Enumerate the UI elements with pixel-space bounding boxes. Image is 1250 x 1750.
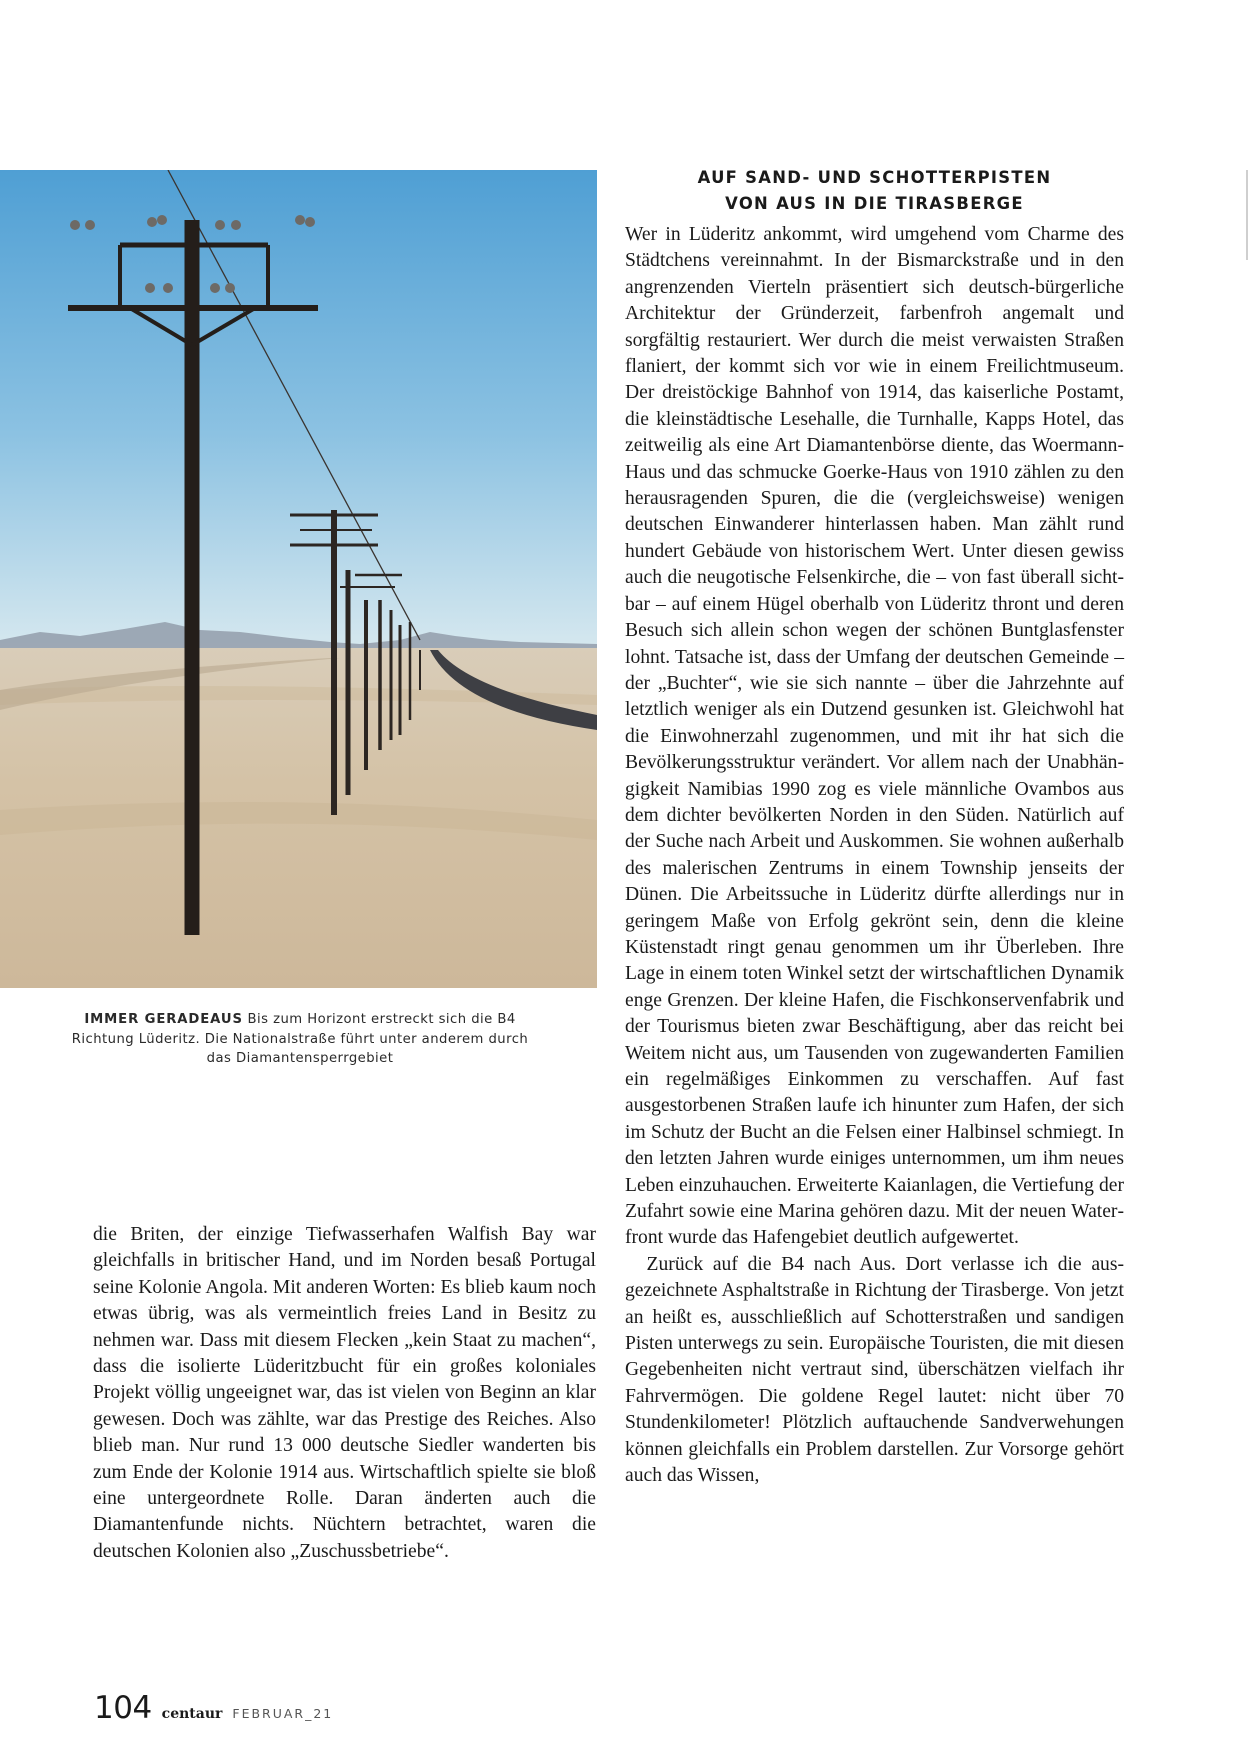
page-edge-mark bbox=[1246, 170, 1248, 260]
section-heading bbox=[625, 165, 1124, 217]
heading-line-1: AUF SAND- UND SCHOTTERPISTEN bbox=[697, 168, 1052, 187]
body-paragraph: Zurück auf die B4 nach Aus. Dort verlasse ich die ausgezeichnete Asphaltstraße in Richtung der Tirasberge. Von jetzt an heißt es, ausschließlich auf Schotterstraßen und sandigen Pisten unterwegs zu sein. Europäische Touristen, die mit diesen Gegebenheiten nicht vertraut sind, überschätzen vielfach ihr Fahrvermögen. Die goldene Regel lautet: nicht über 70 Stundenkilometer! Plötzlich auftauchende Sandverwehungen können gleichfalls ein Problem darstellen. Zur Vorsorge gehört auch das Wissen, bbox=[625, 1253, 1124, 1487]
photo-caption bbox=[60, 1010, 540, 1069]
body-paragraph: die Briten, der einzige Tiefwasserhafen Walfish Bay war gleichfalls in britischer Hand, und im Norden besaß Portugal seine Kolonie Angola. Mit anderen Worten: Es blieb kaum noch etwas übrig, was als vermeintlich freies Land in Besitz zu nehmen war. Dass mit diesem Flecken „kein Staat zu machen“, dass die isolierte Lüderitzbucht für ein großes koloniales Projekt völlig ungeeignet war, das ist vielen von Beginn an klar gewesen. Doch was zählte, war das Prestige des Reiches. Also blieb man. Nur rund 13 000 deutsche Siedler wanderten bis zum Ende der Kolonie 1914 aus. Wirtschaftlich spielte sie bloß eine untergeordnete Rolle. Daran änderten auch die Diamantenfunde nichts. Nüchtern betrachtet, waren die deutschen Kolonien also „Zuschussbetriebe“. bbox=[93, 1224, 596, 1562]
heading-line-2: VON AUS IN DIE TIRASBERGE bbox=[725, 194, 1024, 213]
caption-text: Bis zum Horizont erstreckt sich die B4 Richtung Lüderitz. Die Nationalstraße führt unter anderem durch das Diamantensperrgebiet bbox=[71, 1012, 529, 1066]
issue-label: FEBRUAR_21 bbox=[232, 1706, 334, 1721]
body-paragraph: Wer in Lüderitz ankommt, wird umgehend vom Charme des Städtchens vereinnahmt. In der Bismarckstraße und in den angrenzenden Vierteln präsentiert sich deutsch-bürgerliche Architektur der Gründerzeit, farbenfroh angemalt und sorgfältig restauriert. Wer durch die meist verwaisten Straßen flaniert, der kommt sich vor wie in einem Freilichtmuseum. Der dreistöckige Bahnhof von 1914, das kaiserliche Postamt, die kleinstädtische Lesehalle, die Turnhalle, Kapps Hotel, das zeitweilig als eine Art Diamantenbörse diente, das Woermann-Haus und das schmucke Goerke-Haus von 1910 zählen zu den herausragenden Spuren, die die (vergleichsweise) wenigen deutschen Einwanderer hinterlassen haben. Man zählt rund hundert Gebäude von historischem Wert. Unter diesen gewiss auch die neugotische Felsenkirche, die – von fast überall sichtbar – auf einem Hügel oberhalb von Lüderitz thront und deren Besuch sich allein schon wegen der schönen Buntglasfenster lohnt. Tatsache ist, dass der Umfang der deutschen Gemeinde – der „Buchter“, wie sie sich nannte – über die Jahrzehnte auf letztlich weniger als ein Dutzend gesunken ist. Gleichwohl hat die Einwohnerzahl zugenommen, und mit ihr hat sich die Bevölkerungsstruktur verändert. Vor allem nach der Unabhängigkeit Namibias 1990 zog es viele männliche Ovambos aus dem dichter bevölkerten Norden in den Süden. Natürlich auf der Suche nach Arbeit und Auskommen. Sie wohnen außerhalb des malerischen Zentrums in einem Township jenseits der Dünen. Die Arbeitssuche in Lüderitz dürfte allerdings nur in geringem Maße von Erfolg gekrönt sein, denn die kleine Küstenstadt ringt genau genommen um ihr Überleben. Ihre Lage in einem toten Winkel setzt der wirtschaftlichen Dynamik enge Grenzen. Der kleine Hafen, die Fischkonservenfabrik und der Tourismus bieten zwar Beschäftigung, aber das reicht bei Weitem nicht aus, um Tausenden von zugewanderten Familien ein regelmäßiges Einkommen zu verschaffen. Auf fast ausgestorbenen Straßen laufe ich hinunter zum Hafen, der sich im Schutz der Bucht an die Felsen einer Halbinsel schmiegt. In den letzten Jahren wurde einiges unternommen, um ihm neues Leben einzuhauchen. Erweiterte Kaianlagen, die Vertiefung der Zufahrt sowie eine Marina gehören dazu. Mit der neuen Waterfront wurde das Hafengebiet deutlich aufgewertet. bbox=[625, 224, 1124, 1249]
page-footer bbox=[94, 1690, 333, 1730]
right-text-column bbox=[625, 222, 1124, 1490]
magazine-logo: centaur bbox=[161, 1706, 223, 1722]
left-text-column bbox=[93, 1222, 596, 1565]
telegraph-poles-photo bbox=[0, 170, 597, 988]
telegraph-poles-desert-image bbox=[0, 170, 597, 988]
caption-headline: IMMER GERADEAUS bbox=[84, 1012, 243, 1027]
page-number: 104 bbox=[94, 1690, 152, 1726]
